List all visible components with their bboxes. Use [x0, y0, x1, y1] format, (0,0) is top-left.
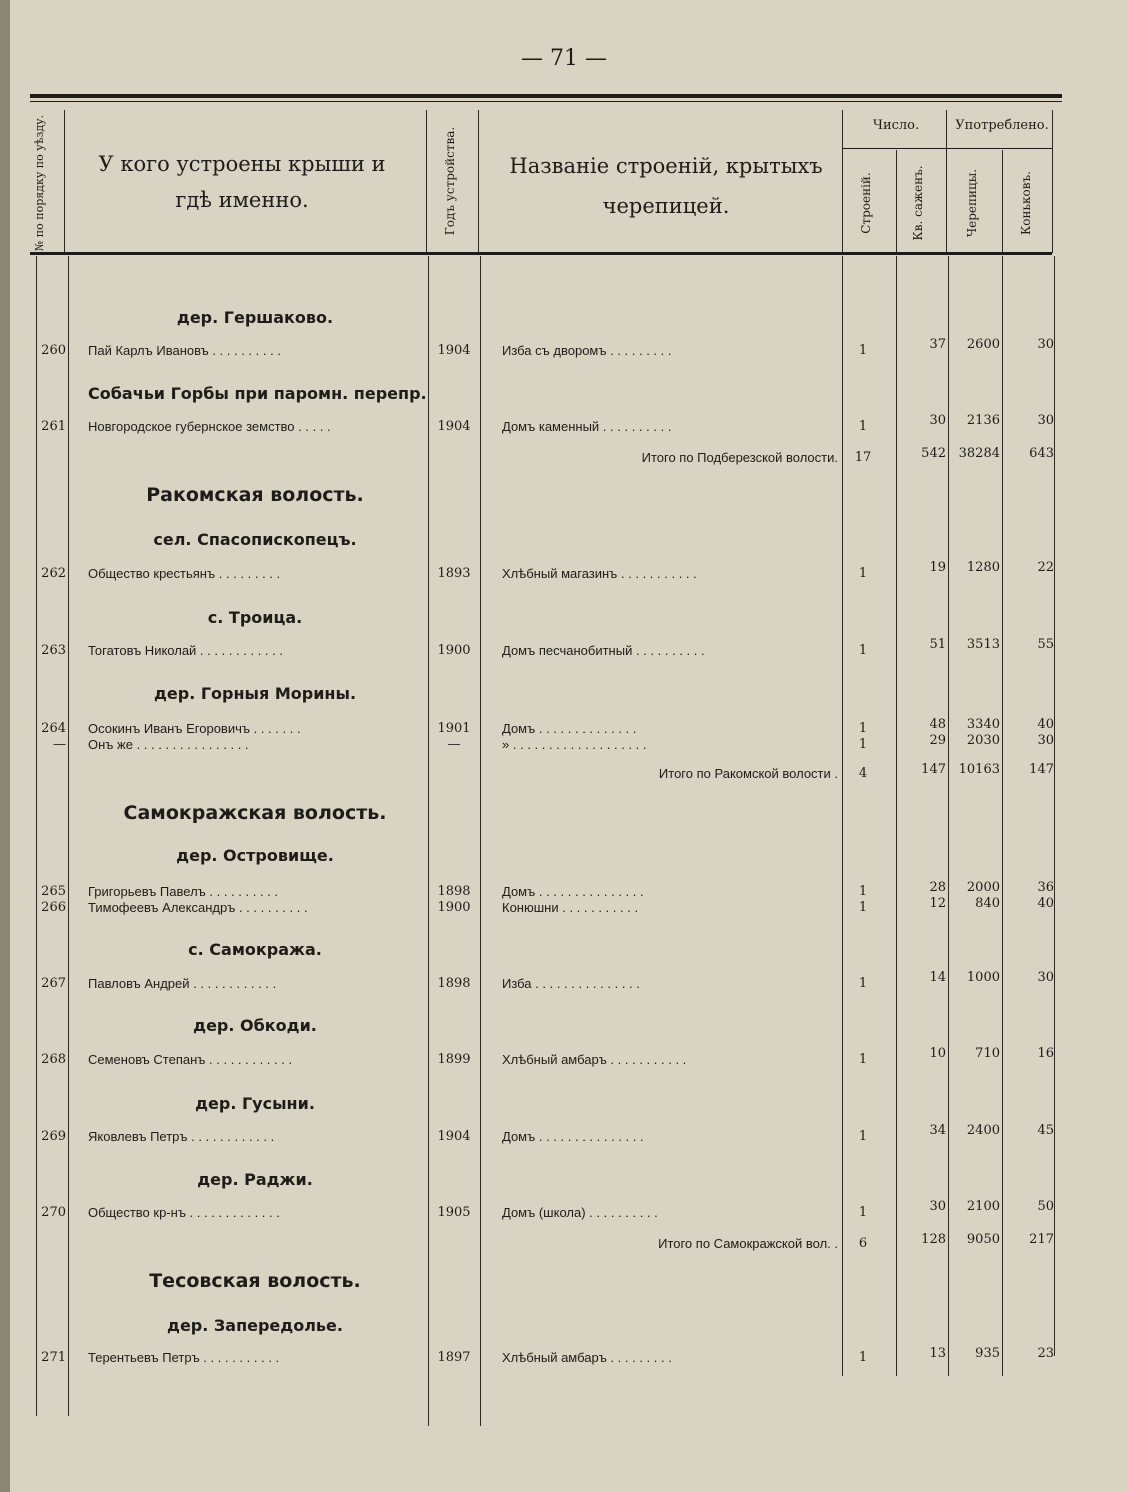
row-sq: 19 — [929, 560, 946, 575]
row-building: Изба съ дворомъ . . . . . . . . . — [502, 343, 672, 358]
section-heading: дер. Раджи. — [197, 1170, 313, 1189]
row-tiles: 2136 — [966, 413, 1000, 428]
row-year: 1901 — [437, 721, 471, 736]
row-building: Хлѣбный амбаръ . . . . . . . . . — [502, 1350, 672, 1365]
row-sq: 51 — [929, 637, 946, 652]
row-number: 270 — [41, 1205, 66, 1220]
total-tiles: 9050 — [966, 1232, 1000, 1247]
row-tiles: 935 — [975, 1346, 1000, 1361]
row-number: 271 — [41, 1350, 66, 1365]
row-year: 1905 — [437, 1205, 471, 1220]
section-heading: дер. Обкоди. — [193, 1016, 317, 1035]
row-sq: 12 — [929, 896, 946, 911]
row-ridges: 30 — [1037, 337, 1054, 352]
row-owner: Общество кр-нъ . . . . . . . . . . . . . — [88, 1205, 280, 1220]
header-col-num: № по порядку по уѣзду. — [33, 114, 46, 252]
row-ridges: 30 — [1037, 970, 1054, 985]
row-number: 267 — [41, 976, 66, 991]
section-heading: дер. Гершаково. — [176, 308, 334, 327]
row-owner: Павловъ Андрей . . . . . . . . . . . . — [88, 976, 277, 991]
row-ridges: 50 — [1037, 1199, 1054, 1214]
table-row — [0, 896, 1128, 918]
row-year: 1904 — [437, 343, 471, 358]
total-row — [0, 446, 1128, 468]
total-count: 17 — [854, 450, 872, 465]
header-col-buildings: Строеній. — [859, 172, 873, 234]
hdr-divider — [478, 110, 479, 253]
total-label: Итого по Самокражской вол. . — [658, 1236, 838, 1251]
row-number: 265 — [41, 884, 66, 899]
row-tiles: 2400 — [966, 1123, 1000, 1138]
total-row — [0, 762, 1128, 784]
row-count: 1 — [858, 566, 868, 581]
row-sq: 13 — [929, 1346, 946, 1361]
row-year: 1899 — [437, 1052, 471, 1067]
table-row — [0, 1346, 1128, 1368]
row-building: Домъ песчанобитный . . . . . . . . . . — [502, 643, 705, 658]
table-row — [0, 337, 1128, 361]
row-tiles: 710 — [975, 1046, 1000, 1061]
hdr-divider — [1002, 150, 1003, 253]
page-number: — 71 — — [521, 46, 607, 71]
row-building: Домъ . . . . . . . . . . . . . . . — [502, 1129, 644, 1144]
row-number: 264 — [41, 721, 66, 736]
row-ridges: 30 — [1037, 413, 1054, 428]
total-ridges: 147 — [1029, 762, 1054, 777]
header-col-who: У кого устроены крыши и гдѣ именно. — [98, 152, 386, 212]
row-year: — — [447, 737, 461, 752]
header-col-ridges: Коньковъ. — [1019, 171, 1033, 235]
section-heading: Собачьи Горбы при паромн. перепр. — [88, 384, 427, 403]
section-heading: дер. Гусыни. — [195, 1094, 315, 1113]
section-heading: с. Самокража. — [188, 940, 322, 959]
hdr-divider — [896, 150, 897, 253]
row-sq: 30 — [929, 413, 946, 428]
row-ridges: 36 — [1037, 880, 1054, 895]
row-building: Изба . . . . . . . . . . . . . . . — [502, 976, 640, 991]
table-row — [0, 1199, 1128, 1223]
table-row — [0, 413, 1128, 437]
section-heading: с. Троица. — [207, 608, 303, 627]
row-tiles: 3513 — [966, 637, 1000, 652]
row-building: Конюшни . . . . . . . . . . . — [502, 900, 639, 915]
table-row — [0, 560, 1128, 584]
header-group-count: Число. — [872, 118, 920, 133]
row-number: — — [53, 737, 66, 752]
section-heading: дер. Островище. — [176, 846, 334, 865]
row-tiles: 840 — [975, 896, 1000, 911]
row-number: 260 — [41, 343, 66, 358]
row-year: 1893 — [437, 566, 471, 581]
row-year: 1904 — [437, 419, 471, 434]
row-year: 1900 — [437, 643, 471, 658]
total-label: Итого по Ракомской волости . — [658, 766, 838, 781]
row-sq: 34 — [929, 1123, 946, 1138]
header-col-year: Годъ устройства. — [443, 126, 457, 236]
table-row — [0, 1046, 1128, 1070]
row-sq: 29 — [929, 733, 946, 748]
row-ridges: 22 — [1037, 560, 1054, 575]
row-tiles: 2030 — [966, 733, 1000, 748]
row-owner: Терентьевъ Петръ . . . . . . . . . . . — [88, 1350, 280, 1365]
row-count: 1 — [858, 737, 868, 752]
section-heading: Тесовская волость. — [149, 1270, 361, 1292]
total-sq: 542 — [921, 446, 946, 461]
row-count: 1 — [858, 976, 868, 991]
row-ridges: 55 — [1037, 637, 1054, 652]
section-heading: Самокражская волость. — [123, 802, 387, 824]
row-tiles: 2000 — [966, 880, 1000, 895]
table-row — [0, 733, 1128, 755]
row-number: 268 — [41, 1052, 66, 1067]
row-count: 1 — [858, 1052, 868, 1067]
total-tiles: 10163 — [958, 762, 1000, 777]
total-count: 6 — [858, 1236, 868, 1251]
row-owner: Пай Карлъ Ивановъ . . . . . . . . . . — [88, 343, 281, 358]
total-ridges: 643 — [1029, 446, 1054, 461]
row-number: 266 — [41, 900, 66, 915]
row-sq: 30 — [929, 1199, 946, 1214]
row-owner: Общество крестьянъ . . . . . . . . . — [88, 566, 281, 581]
row-tiles: 2100 — [966, 1199, 1000, 1214]
header-group-rule — [842, 148, 1052, 149]
row-owner: Тимофеевъ Александръ . . . . . . . . . . — [88, 900, 308, 915]
row-building: Домъ . . . . . . . . . . . . . . . — [502, 884, 644, 899]
row-building: Хлѣбный магазинъ . . . . . . . . . . . — [502, 566, 697, 581]
top-rule — [30, 94, 1062, 98]
header-col-tiles: Черепицы. — [965, 168, 979, 238]
row-sq: 10 — [929, 1046, 946, 1061]
table-row — [0, 637, 1128, 661]
row-owner: Онъ же . . . . . . . . . . . . . . . . — [88, 737, 249, 752]
total-tiles: 38284 — [958, 446, 1000, 461]
row-ridges: 23 — [1037, 1346, 1054, 1361]
row-building: » . . . . . . . . . . . . . . . . . . . — [502, 737, 647, 752]
row-count: 1 — [858, 643, 868, 658]
row-tiles: 3340 — [966, 717, 1000, 732]
hdr-divider — [64, 110, 65, 253]
row-owner: Новгородское губернское земство . . . . . — [88, 419, 331, 434]
row-building: Хлѣбный амбаръ . . . . . . . . . . . — [502, 1052, 687, 1067]
row-sq: 37 — [929, 337, 946, 352]
row-building: Домъ каменный . . . . . . . . . . — [502, 419, 672, 434]
header-col-sq: Кв. саженъ. — [911, 165, 925, 241]
row-ridges: 16 — [1037, 1046, 1054, 1061]
header-group-used: Употреблено. — [955, 118, 1049, 133]
row-number: 263 — [41, 643, 66, 658]
table-row — [0, 1123, 1128, 1147]
row-count: 1 — [858, 721, 868, 736]
hdr-divider — [426, 110, 427, 253]
row-year: 1898 — [437, 976, 471, 991]
row-owner: Тогатовъ Николай . . . . . . . . . . . . — [88, 643, 283, 658]
total-sq: 147 — [921, 762, 946, 777]
row-ridges: 30 — [1037, 733, 1054, 748]
row-number: 262 — [41, 566, 66, 581]
total-ridges: 217 — [1029, 1232, 1054, 1247]
row-year: 1904 — [437, 1129, 471, 1144]
row-tiles: 1280 — [966, 560, 1000, 575]
row-sq: 14 — [929, 970, 946, 985]
section-heading: Ракомская волость. — [146, 484, 364, 506]
header-bottom-rule — [30, 252, 1052, 255]
row-count: 1 — [858, 1205, 868, 1220]
row-year: 1900 — [437, 900, 471, 915]
row-building: Домъ (школа) . . . . . . . . . . — [502, 1205, 658, 1220]
row-owner: Григорьевъ Павелъ . . . . . . . . . . — [88, 884, 279, 899]
section-heading: дер. Запередолье. — [167, 1316, 343, 1335]
row-owner: Семеновъ Степанъ . . . . . . . . . . . . — [88, 1052, 293, 1067]
row-ridges: 45 — [1037, 1123, 1054, 1138]
row-count: 1 — [858, 900, 868, 915]
row-count: 1 — [858, 884, 868, 899]
row-year: 1898 — [437, 884, 471, 899]
section-heading: дер. Горныя Морины. — [153, 684, 357, 703]
row-owner: Яковлевъ Петръ . . . . . . . . . . . . — [88, 1129, 275, 1144]
row-building: Домъ . . . . . . . . . . . . . . — [502, 721, 637, 736]
row-ridges: 40 — [1037, 717, 1054, 732]
row-ridges: 40 — [1037, 896, 1054, 911]
row-count: 1 — [858, 419, 868, 434]
hdr-divider — [842, 110, 843, 253]
row-count: 1 — [858, 1129, 868, 1144]
header-col-building: Названіе строеній, крытыхъ черепицей. — [509, 154, 823, 218]
row-tiles: 2600 — [966, 337, 1000, 352]
total-count: 4 — [858, 766, 868, 781]
row-sq: 28 — [929, 880, 946, 895]
row-owner: Осокинъ Иванъ Егоровичъ . . . . . . . — [88, 721, 301, 736]
row-number: 269 — [41, 1129, 66, 1144]
row-year: 1897 — [437, 1350, 471, 1365]
row-tiles: 1000 — [966, 970, 1000, 985]
hdr-divider — [946, 110, 947, 253]
top-rule-thin — [30, 101, 1062, 102]
total-sq: 128 — [921, 1232, 946, 1247]
row-number: 261 — [41, 419, 66, 434]
total-label: Итого по Подберезской волости. — [641, 450, 838, 465]
total-row — [0, 1232, 1128, 1254]
section-heading: сел. Спасопископецъ. — [153, 530, 357, 549]
table-row — [0, 970, 1128, 994]
row-sq: 48 — [929, 717, 946, 732]
row-count: 1 — [858, 343, 868, 358]
row-count: 1 — [858, 1350, 868, 1365]
